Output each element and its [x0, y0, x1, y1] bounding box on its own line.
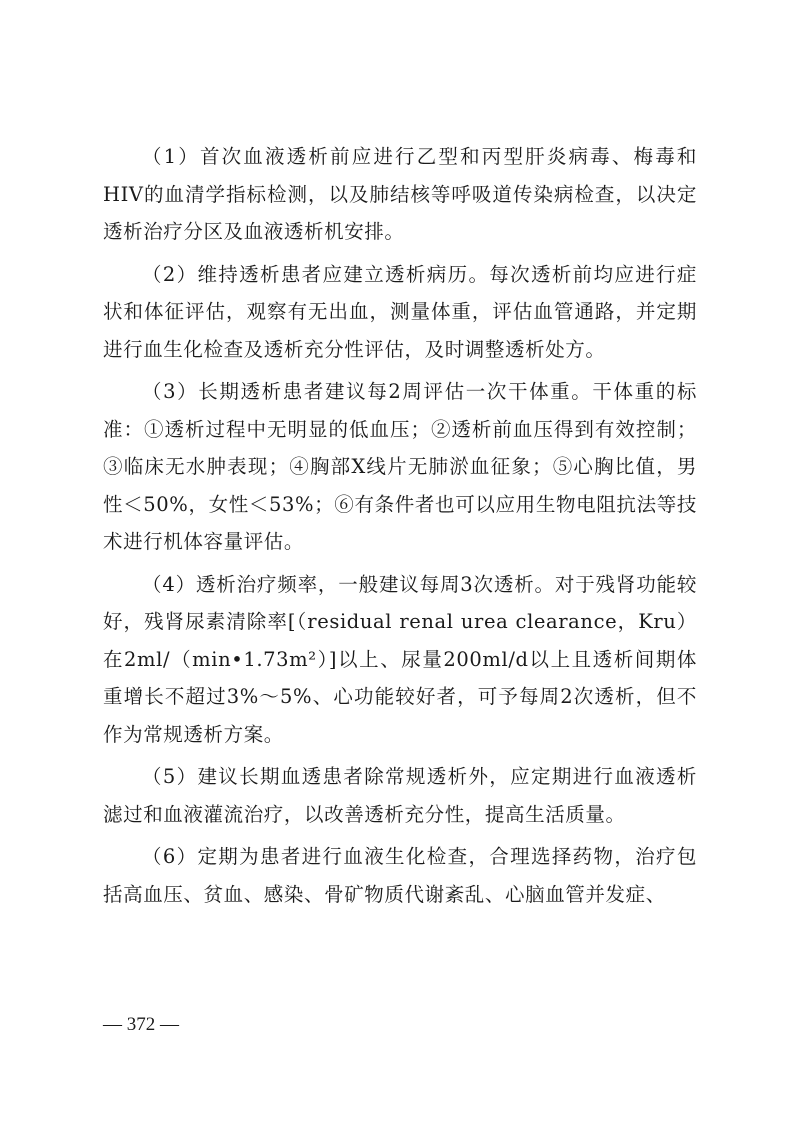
paragraph-3: （3）长期透析患者建议每2周评估一次干体重。干体重的标准：①透析过程中无明显的低血压；②透析前血压得到有效控制；③临床无水肿表现；④胸部X线片无肺淤血征象；⑤心胸比值，男性＜50%，女性＜53%；⑥有条件者也可以应用生物电阻抗法等技术进行机体容量评估。 [103, 380, 697, 553]
paragraph-1: （1）首次血液透析前应进行乙型和丙型肝炎病毒、梅毒和HIV的血清学指标检测，以及肺结核等呼吸道传染病检查，以决定透析治疗分区及血液透析机安排。 [103, 145, 697, 243]
paragraph-6: （6）定期为患者进行血液生化检查，合理选择药物，治疗包括高血压、贫血、感染、骨矿物质代谢紊乱、心脑血管并发症、 [103, 845, 697, 906]
paragraph-2: （2）维持透析患者应建立透析病历。每次透析前均应进行症状和体征评估，观察有无出血，测量体重，评估血管通路，并定期进行血生化检查及透析充分性评估，及时调整透析处方。 [103, 262, 697, 361]
paragraph-4: （4）透析治疗频率，一般建议每周3次透析。对于残肾功能较好，残肾尿素清除率[（residual renal urea clearance，Kru）在2ml/（min•1.73m²）]以上、尿量200ml/d以上且透析间期体重增长不超过3%～5%、心功能较好者，可予每周2次透析，但不作为常规透析方案。 [103, 572, 697, 746]
paragraph-5: （5）建议长期血透患者除常规透析外，应定期进行血液透析滤过和血液灌流治疗，以改善透析充分性，提高生活质量。 [103, 765, 697, 826]
page-number: — 372 — [103, 1014, 179, 1035]
document-body [103, 138, 697, 918]
